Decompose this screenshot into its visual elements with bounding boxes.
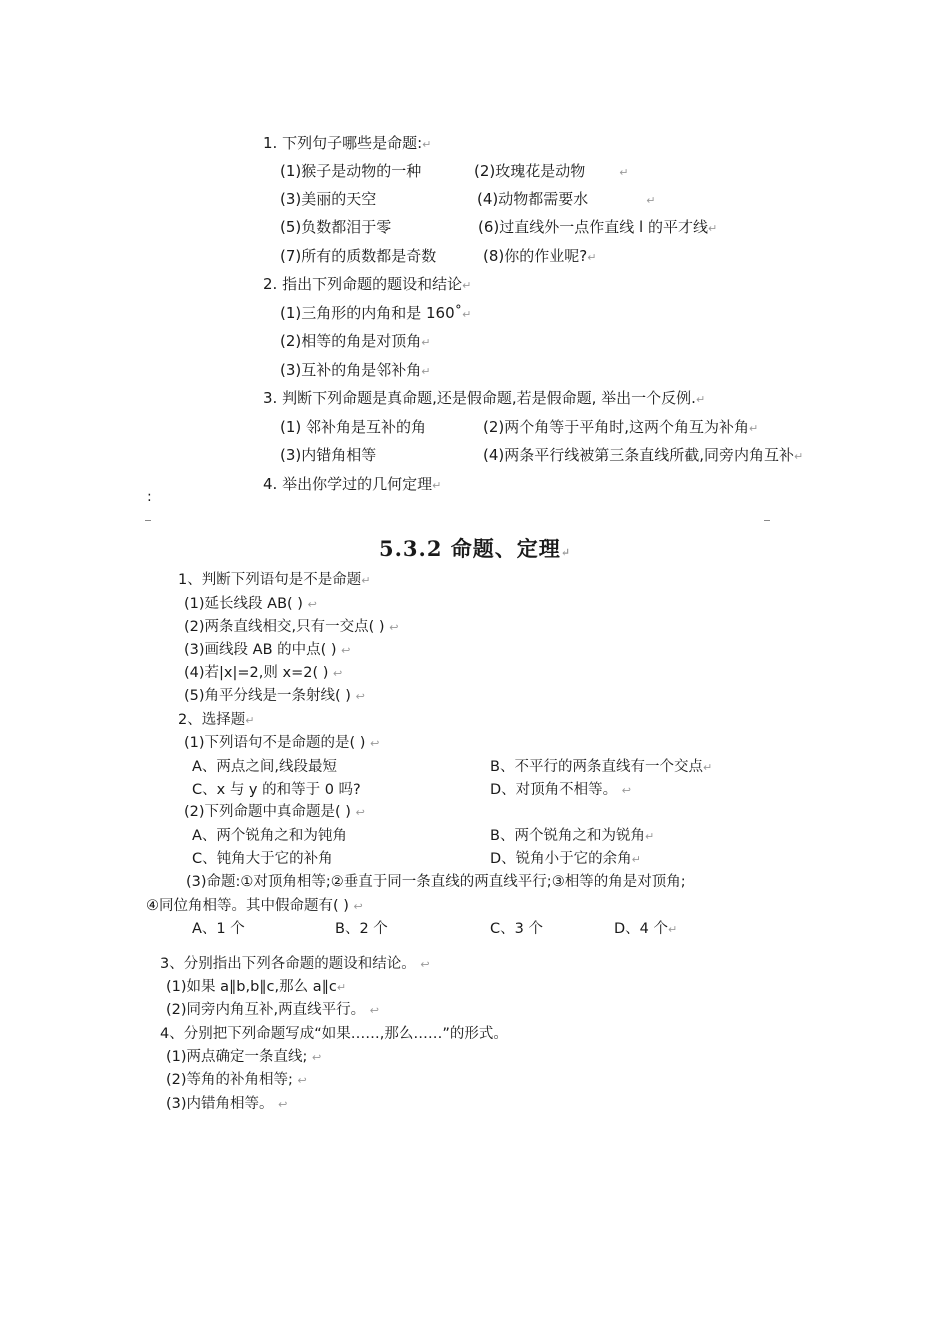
q1-item-3: (3)美丽的天空: [280, 190, 377, 208]
b-q1-item-1: (1)延长线段 AB( ) ↩: [184, 596, 317, 612]
margin-tick-right: [764, 520, 770, 521]
q1-item-5: (5)负数都泪于零: [280, 218, 392, 236]
b-q2-s3-stem: (3)命题:①对顶角相等;②垂直于同一条直线的两直线平行;③相等的角是对顶角;: [186, 874, 686, 890]
b-q1-item-3: (3)画线段 AB 的中点( ) ↩: [184, 642, 351, 658]
b-q2-s3-option-a: A、1 个: [192, 921, 245, 937]
b-q2-s3-stem-continued: ④同位角相等。其中假命题有( ) ↩: [146, 898, 363, 914]
b-q1-title: 1、判断下列语句是不是命题↵: [178, 572, 371, 588]
b-q4-item-2: (2)等角的补角相等; ↩: [166, 1072, 307, 1088]
stray-colon: :: [147, 489, 152, 505]
b-q3-title: 3、分别指出下列各命题的题设和结论。 ↩: [160, 956, 430, 972]
q2-item-3: (3)互补的角是邻补角↵: [280, 361, 431, 379]
b-q2-s2-option-a: A、两个锐角之和为钝角: [192, 828, 347, 844]
b-q2-s1-stem: (1)下列语句不是命题的是( ) ↩: [184, 735, 380, 751]
b-q2-s1-option-a: A、两点之间,线段最短: [192, 759, 338, 775]
q3-item-4: (4)两条平行线被第三条直线所截,同旁内角互补↵: [483, 446, 804, 464]
b-q3-item-2: (2)同旁内角互补,两直线平行。 ↩: [166, 1002, 379, 1018]
b-q2-s2-option-d: D、锐角小于它的余角↵: [490, 851, 641, 867]
q2-item-2: (2)相等的角是对顶角↵: [280, 332, 431, 350]
q2-title: 2. 指出下列命题的题设和结论↵: [263, 275, 472, 293]
margin-tick-left: [145, 520, 151, 521]
q3-item-3: (3)内错角相等: [280, 446, 377, 464]
b-q2-s2-option-b: B、两个锐角之和为锐角↵: [490, 828, 655, 844]
q2-item-1: (1)三角形的内角和是 160˚↵: [280, 304, 472, 322]
b-q2-title: 2、选择题↵: [178, 712, 255, 728]
q1-item-4: (4)动物都需要水 ↵: [477, 190, 656, 208]
b-q2-s1-option-b: B、不平行的两条直线有一个交点↵: [490, 759, 713, 775]
q3-title: 3. 判断下列命题是真命题,还是假命题,若是假命题, 举出一个反例.↵: [263, 389, 706, 407]
q1-item-1: (1)猴子是动物的一种: [280, 162, 422, 180]
q4-title: 4. 举出你学过的几何定理↵: [263, 475, 442, 493]
section-title: 5.3.2 命题、定理↵: [379, 536, 571, 561]
b-q3-item-1: (1)如果 a∥b,b∥c,那么 a∥c↵: [166, 979, 347, 995]
q1-item-8: (8)你的作业呢?↵: [483, 247, 597, 265]
q1-item-7: (7)所有的质数都是奇数: [280, 247, 437, 265]
b-q2-s2-option-c: C、钝角大于它的补角: [192, 851, 333, 867]
b-q4-title: 4、分别把下列命题写成“如果……,那么……”的形式。: [160, 1026, 508, 1042]
b-q1-item-2: (2)两条直线相交,只有一交点( ) ↩: [184, 619, 399, 635]
b-q2-s3-option-b: B、2 个: [335, 921, 388, 937]
q1-item-6: (6)过直线外一点作直线 l 的平才线↵: [478, 218, 718, 236]
q3-item-2: (2)两个角等于平角时,这两个角互为补角↵: [483, 418, 759, 436]
q3-item-1: (1) 邻补角是互补的角: [280, 418, 427, 436]
q1-item-2: (2)玫瑰花是动物 ↵: [474, 162, 629, 180]
b-q2-s1-option-d: D、对顶角不相等。 ↩: [490, 782, 631, 798]
b-q1-item-4: (4)若|x|=2,则 x=2( ) ↩: [184, 665, 343, 681]
b-q1-item-5: (5)角平分线是一条射线( ) ↩: [184, 688, 365, 704]
b-q2-s3-option-d: D、4 个↵: [614, 921, 678, 937]
b-q2-s2-stem: (2)下列命题中真命题是( ) ↩: [184, 804, 365, 820]
b-q2-s3-option-c: C、3 个: [490, 921, 543, 937]
b-q4-item-3: (3)内错角相等。 ↩: [166, 1096, 288, 1112]
b-q4-item-1: (1)两点确定一条直线; ↩: [166, 1049, 322, 1065]
q1-title: 1. 下列句子哪些是命题:↵: [263, 134, 432, 152]
b-q2-s1-option-c: C、x 与 y 的和等于 0 吗?: [192, 782, 361, 798]
